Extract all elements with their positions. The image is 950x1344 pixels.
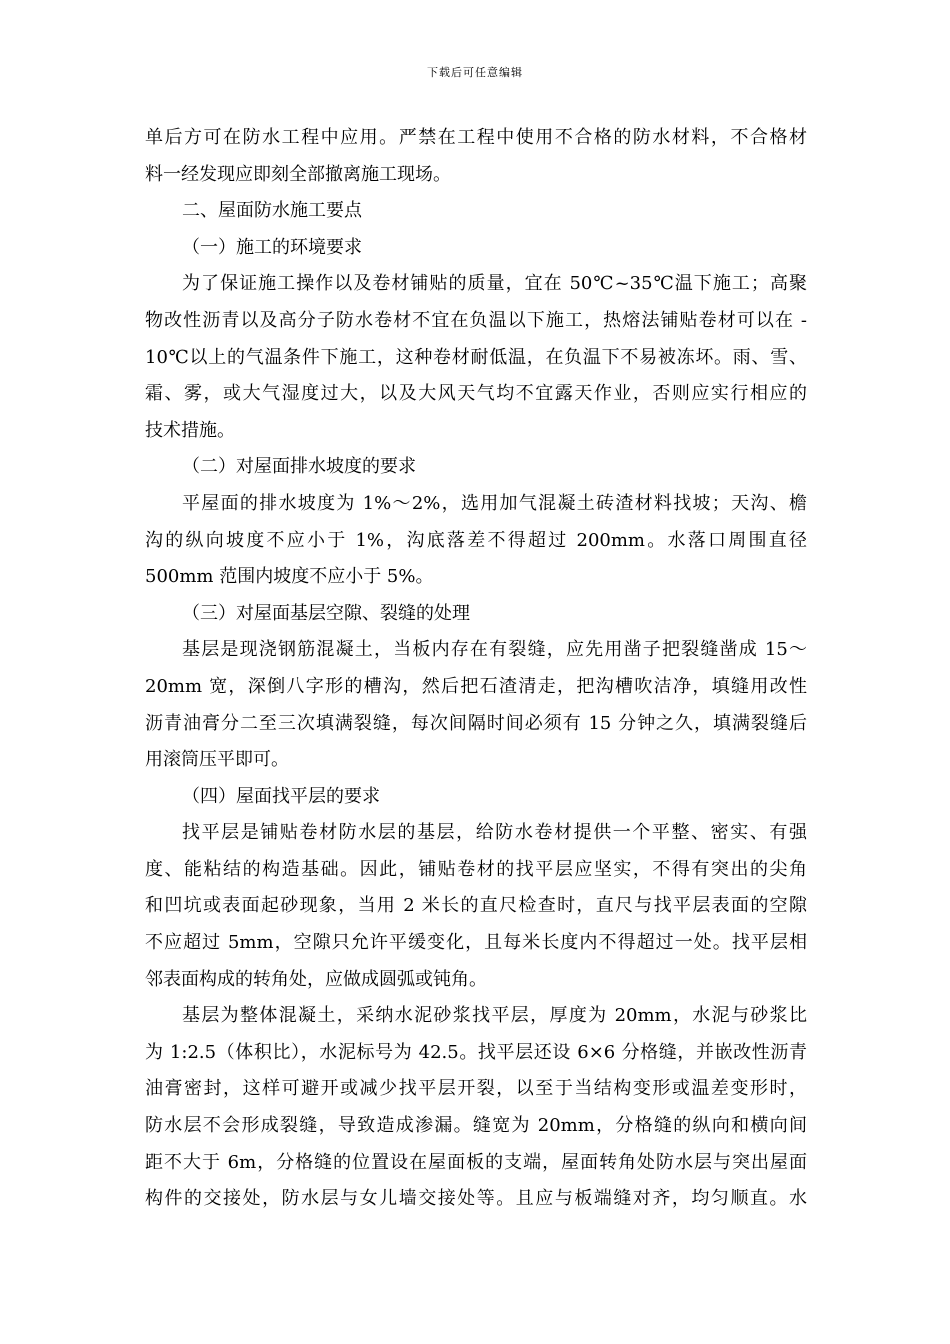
paragraph <box>145 632 807 778</box>
text-line: 沟的纵向坡度不应小于 1%，沟底落差不得超过 200mm。水落口周围直径 <box>145 529 807 551</box>
text-line: 技术措施。 <box>145 419 235 441</box>
text-line: 物改性沥青以及高分子防水卷材不宜在负温以下施工，热熔法铺贴卷材可以在 - <box>145 309 807 331</box>
text-line: 20mm 宽，深倒八字形的槽沟，然后把石渣清走，把沟槽吹洁净，填缝用改性 <box>145 675 807 697</box>
text-line: 10℃以上的气温条件下施工，这种卷材耐低温，在负温下不易被冻坏。雨、雪、 <box>145 346 807 368</box>
text-line: （四）屋面找平层的要求 <box>182 785 380 807</box>
text-line: 构件的交接处，防水层与女儿墙交接处等。且应与板端缝对齐，均匀顺直。水 <box>145 1188 807 1210</box>
subsection-heading <box>145 230 807 267</box>
text-line: 霜、雾，或大气湿度过大，以及大风天气均不宜露天作业，否则应实行相应的 <box>145 383 807 405</box>
text-line: 和凹坑或表面起砂现象，当用 2 米长的直尺检查时，直尺与找平层表面的空隙 <box>145 895 807 917</box>
text-line: 基层为整体混凝土，采纳水泥砂浆找平层，厚度为 20mm，水泥与砂浆比 <box>182 1005 807 1027</box>
text-line: （三）对屋面基层空隙、裂缝的处理 <box>182 602 470 624</box>
text-line: 为 1:2.5（体积比），水泥标号为 42.5。找平层还设 6×6 分格缝，并嵌改性沥青 <box>145 1041 807 1063</box>
text-line: 不应超过 5mm，空隙只允许平缓变化，且每米长度内不得超过一处。找平层相 <box>145 932 807 954</box>
text-line: 距不大于 6m，分格缝的位置设在屋面板的支端，屋面转角处防水层与突出屋面 <box>145 1151 807 1173</box>
text-line: 邻表面构成的转角处，应做成圆弧或钝角。 <box>145 968 487 990</box>
subsection-heading <box>145 596 807 633</box>
text-line: 防水层不会形成裂缝，导致造成渗漏。缝宽为 20mm，分格缝的纵向和横向间 <box>145 1115 807 1137</box>
text-line: 找平层是铺贴卷材防水层的基层，给防水卷材提供一个平整、密实、有强 <box>182 822 807 844</box>
text-line: 基层是现浇钢筋混凝土，当板内存在有裂缝，应先用凿子把裂缝凿成 15～ <box>182 639 807 661</box>
text-line: 为了保证施工操作以及卷材铺贴的质量，宜在 50℃~35℃温下施工；高聚 <box>182 273 807 295</box>
paragraph <box>145 998 807 1218</box>
document-body <box>145 120 807 1218</box>
subsection-heading <box>145 779 807 816</box>
text-line: 单后方可在防水工程中应用。严禁在工程中使用不合格的防水材料，不合格材 <box>145 127 807 148</box>
page-header: 下载后可任意编辑 <box>427 66 523 79</box>
text-line: 油膏密封，这样可避开或减少找平层开裂，以至于当结构变形或温差变形时， <box>145 1078 807 1100</box>
text-line: 料一经发现应即刻全部撤离施工现场。 <box>145 163 451 185</box>
text-line: （二）对屋面排水坡度的要求 <box>182 456 416 478</box>
text-line: 度、能粘结的构造基础。因此，铺贴卷材的找平层应坚实，不得有突出的尖角 <box>145 858 807 880</box>
text-line: 平屋面的排水坡度为 1%～2%，选用加气混凝土砖渣材料找坡；天沟、檐 <box>182 492 807 514</box>
text-line: （一）施工的环境要求 <box>182 236 362 258</box>
paragraph <box>145 266 807 449</box>
text-line: 用滚筒压平即可。 <box>145 749 289 771</box>
section-heading <box>145 193 807 230</box>
paragraph <box>145 486 807 596</box>
paragraph <box>145 815 807 998</box>
paragraph <box>145 120 807 193</box>
text-line: 二、屋面防水施工要点 <box>182 200 362 222</box>
text-line: 沥青油膏分二至三次填满裂缝，每次间隔时间必须有 15 分钟之久，填满裂缝后 <box>145 712 807 734</box>
text-line: 500mm 范围内坡度不应小于 5%。 <box>145 566 434 588</box>
subsection-heading <box>145 449 807 486</box>
